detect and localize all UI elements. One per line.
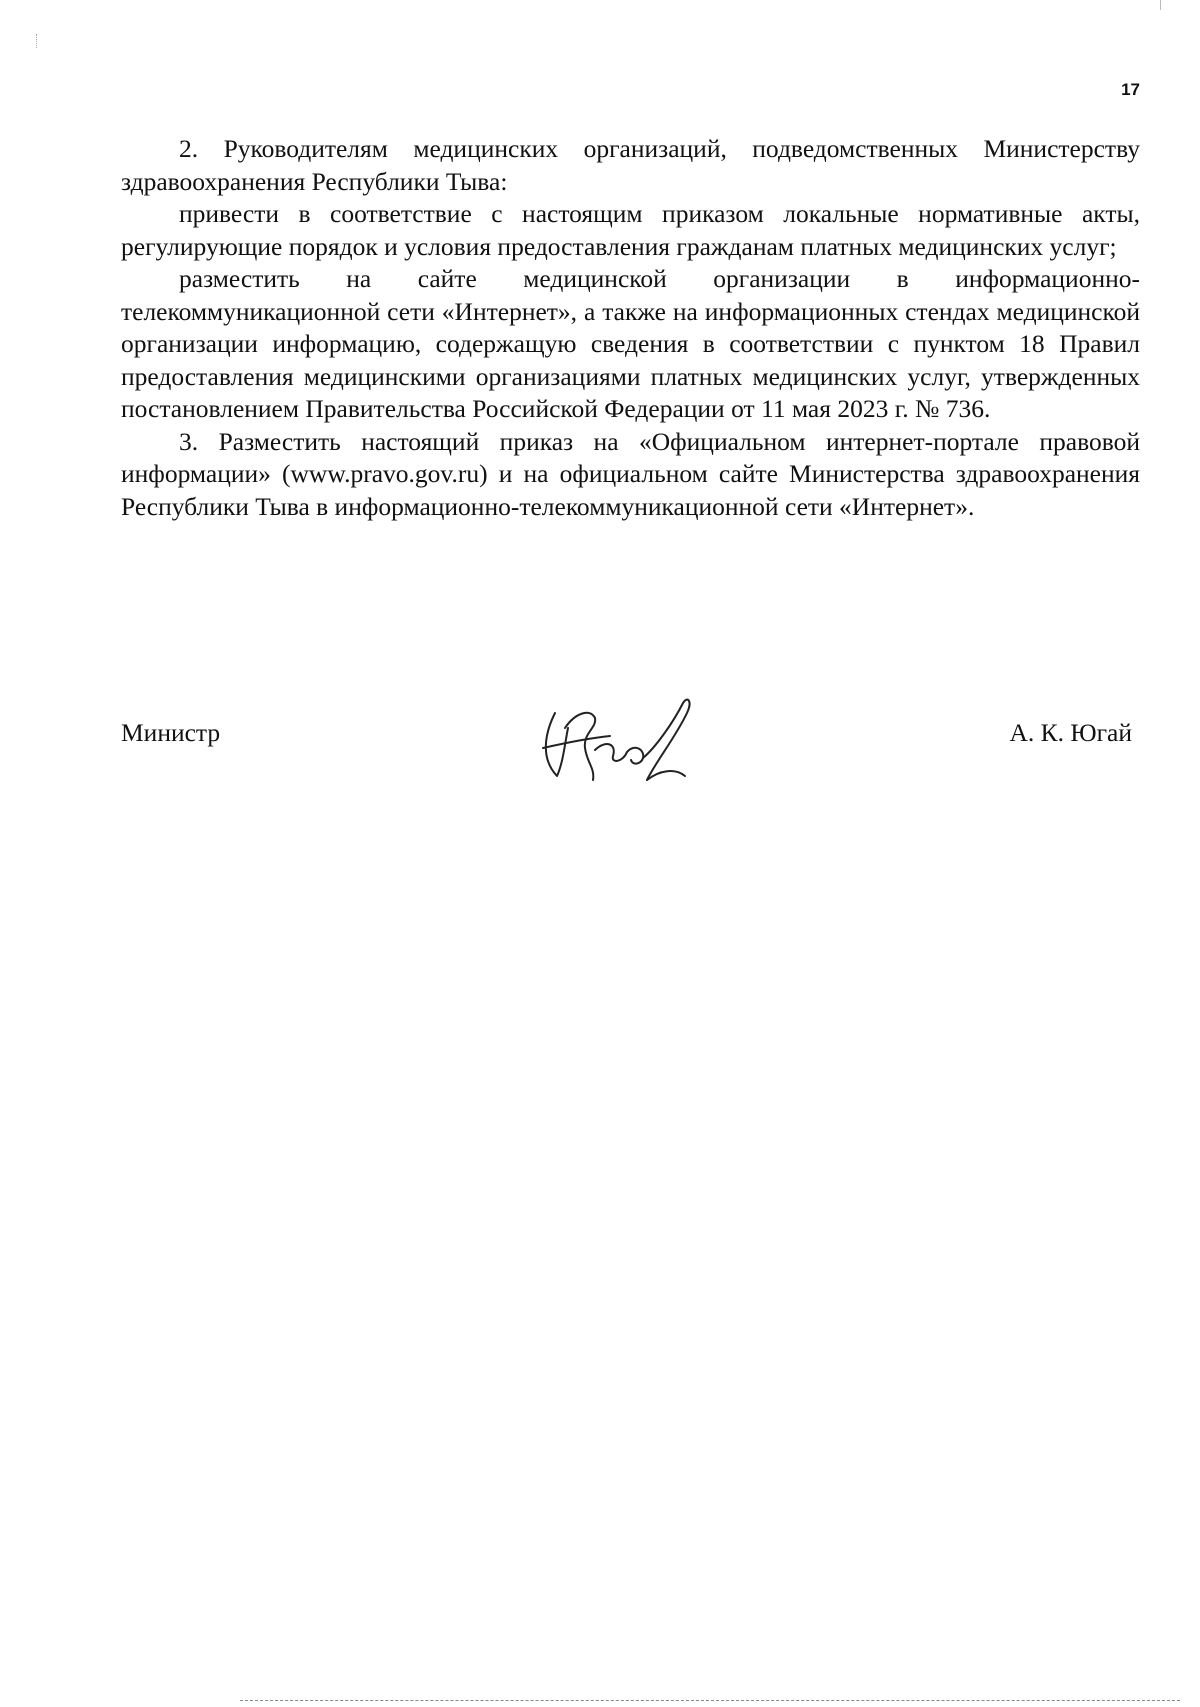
- paragraph: привести в соответствие с настоящим приказом локальные нормативные акты, регулирующие порядок и условия предоставления гражданам платных медицинских услуг;: [121, 199, 1140, 261]
- signatory-name: А. К. Югай: [1009, 718, 1132, 747]
- handwritten-signature: [535, 688, 705, 788]
- page-number: 17: [1121, 80, 1140, 99]
- signatory-title: Министр: [121, 718, 221, 747]
- paragraph: разместить на сайте медицинской организации в информационно-телекоммуникационной сети «Интернет», а также на информационных стендах медицинской организации информацию, содержащую сведения в соответствии с пунктом 18 Правил предоставления медицинскими организациями платных медицинских услуг, утвержденных постановлением Правительства Российской Федерации от 11 мая 2023 г. № 736.: [121, 264, 1140, 423]
- document-body: [121, 133, 1140, 523]
- scan-artifact: [240, 1700, 1180, 1701]
- paragraph: 2. Руководителям медицинских организаций, подведомственных Министерству здравоохранения Республики Тыва:: [121, 134, 1140, 196]
- scan-artifact: [1160, 0, 1161, 10]
- paragraph: 3. Разместить настоящий приказ на «Официальном интернет-портале правовой информации» (www.pravo.gov.ru) и на официальном сайте Министерства здравоохранения Республики Тыва в информационно-телекоммуникационной сети «Интернет».: [121, 426, 1140, 521]
- scan-artifact: [36, 34, 38, 48]
